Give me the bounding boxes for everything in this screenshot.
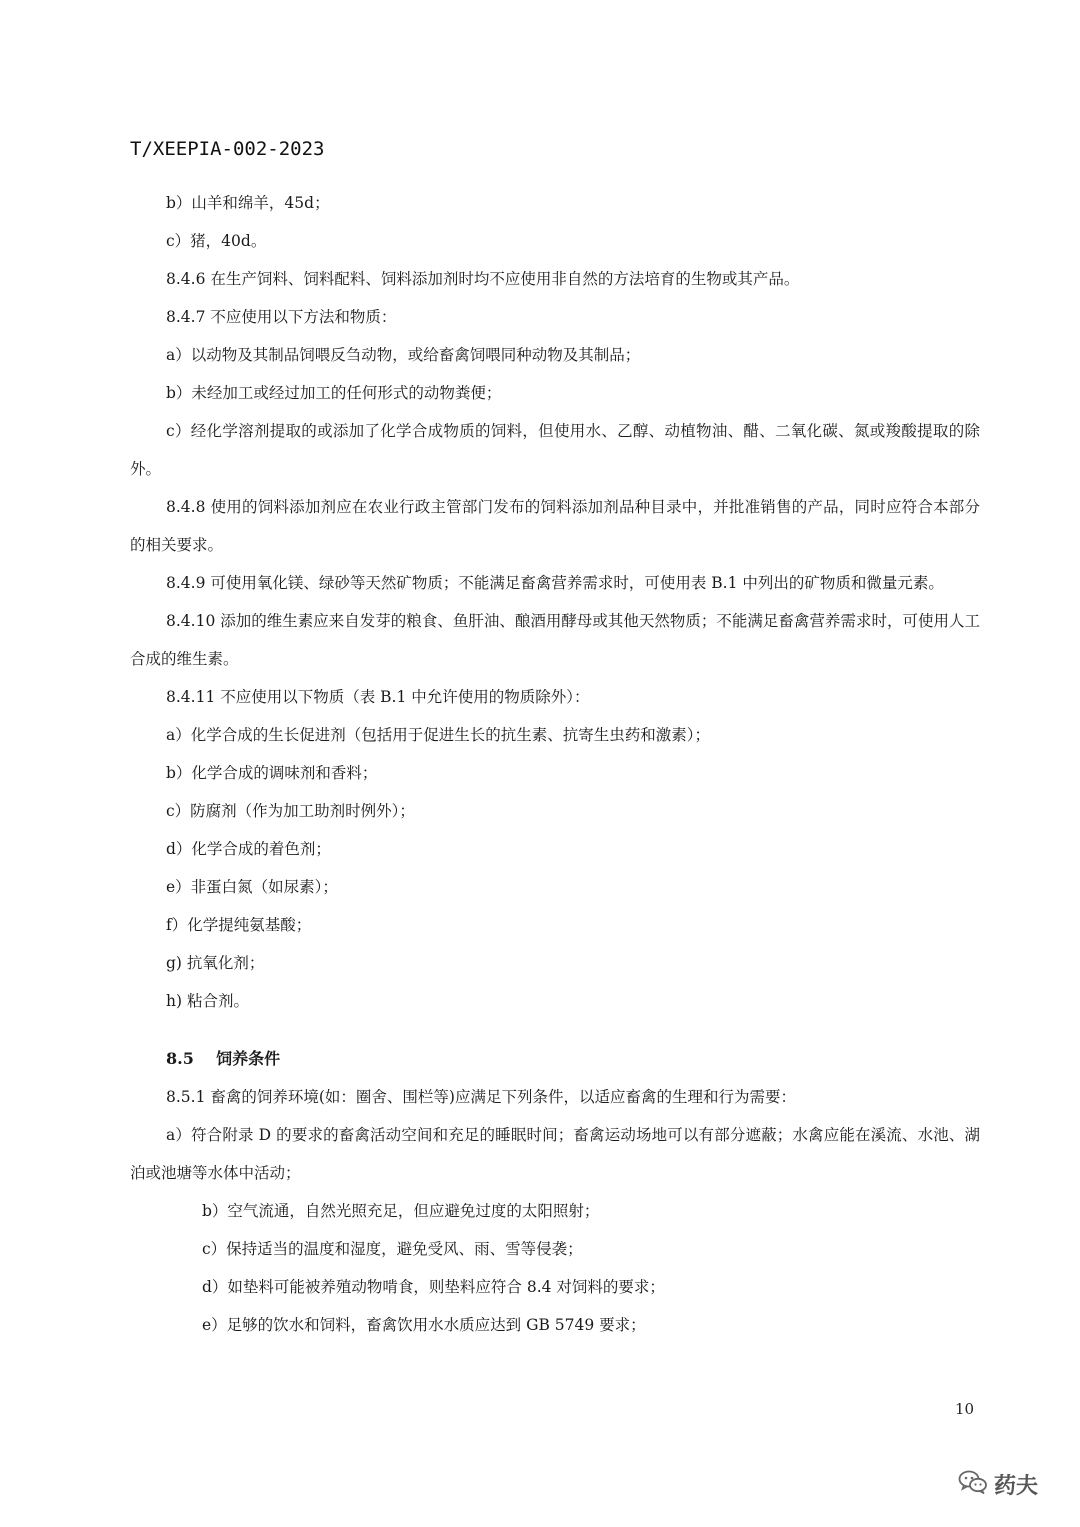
list-item: b）山羊和绵羊，45d； <box>166 194 330 212</box>
list-item: d）化学合成的着色剂； <box>166 840 331 858</box>
list-item: a）符合附录 D 的要求的畜禽活动空间和充足的睡眠时间；畜禽运动场地可以有部分遮蔽；水禽应能在溪流、水池、湖泊或池塘等水体中活动； <box>130 1126 980 1182</box>
list-item: h) 粘合剂。 <box>166 992 249 1010</box>
list-item: g) 抗氧化剂； <box>166 954 265 972</box>
list-item: c）保持适当的温度和湿度，避免受风、雨、雪等侵袭； <box>202 1240 583 1258</box>
list-item: a）以动物及其制品饲喂反刍动物，或给畜禽饲喂同种动物及其制品； <box>166 346 641 364</box>
document-body <box>130 184 980 1344</box>
list-item: e）足够的饮水和饲料，畜禽饮用水水质应达到 GB 5749 要求； <box>202 1316 646 1334</box>
clause-8-4-6: 8.4.6 在生产饲料、饲料配料、饲料添加剂时均不应使用非自然的方法培育的生物或其产品。 <box>166 270 800 288</box>
clause-8-4-9: 8.4.9 可使用氧化镁、绿砂等天然矿物质；不能满足畜禽营养需求时，可使用表 B.1 中列出的矿物质和微量元素。 <box>166 574 944 592</box>
list-item: c）经化学溶剂提取的或添加了化学合成物质的饲料，但使用水、乙醇、动植物油、醋、二氧化碳、氮或羧酸提取的除外。 <box>130 422 980 478</box>
list-item: b）空气流通，自然光照充足，但应避免过度的太阳照射； <box>202 1202 600 1220</box>
clause-8-4-7: 8.4.7 不应使用以下方法和物质： <box>166 308 397 326</box>
watermark-text: 药夫 <box>994 1473 1039 1499</box>
clause-8-5-1: 8.5.1 畜禽的饲养环境(如：圈舍、围栏等)应满足下列条件，以适应畜禽的生理和行为需要： <box>166 1088 796 1106</box>
list-item: e）非蛋白氮（如尿素）； <box>166 878 338 896</box>
wechat-icon <box>958 1469 988 1499</box>
page-number: 10 <box>955 1400 975 1418</box>
clause-8-4-11: 8.4.11 不应使用以下物质（表 B.1 中允许使用的物质除外）： <box>166 688 590 706</box>
list-item: a）化学合成的生长促进剂（包括用于促进生长的抗生素、抗寄生虫药和激素）； <box>166 726 710 744</box>
watermark <box>958 1464 1038 1504</box>
clause-8-4-10: 8.4.10 添加的维生素应来自发芽的粮食、鱼肝油、酿酒用酵母或其他天然物质；不能满足畜禽营养需求时，可使用人工合成的维生素。 <box>130 612 980 668</box>
section-heading: 8.5 饲养条件 <box>166 1049 281 1068</box>
list-item: c）猪，40d。 <box>166 232 267 250</box>
list-item: d）如垫料可能被养殖动物啃食，则垫料应符合 8.4 对饲料的要求； <box>202 1278 665 1296</box>
list-item: f）化学提纯氨基酸； <box>166 916 312 934</box>
list-item: b）未经加工或经过加工的任何形式的动物粪便； <box>166 384 502 402</box>
document-code: T/XEEPIA-002-2023 <box>130 138 325 160</box>
list-item: b）化学合成的调味剂和香料； <box>166 764 378 782</box>
list-item: c）防腐剂（作为加工助剂时例外）； <box>166 802 415 820</box>
clause-8-4-8: 8.4.8 使用的饲料添加剂应在农业行政主管部门发布的饲料添加剂品种目录中，并批准销售的产品，同时应符合本部分的相关要求。 <box>130 498 980 554</box>
